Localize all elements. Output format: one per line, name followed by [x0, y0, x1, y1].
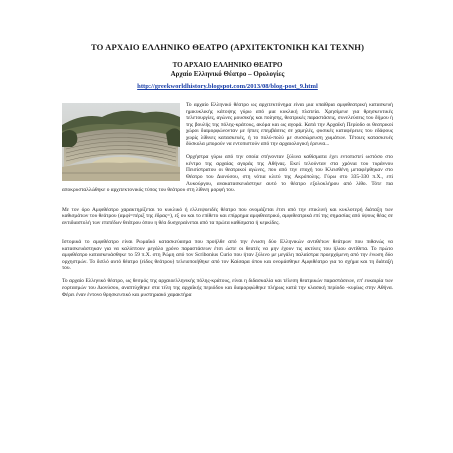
- paragraph: Ιστορικά το αμφιθέατρο είναι Ρωμαϊκό κατασκεύασμα που προήλθε από την ένωση δύο Ελληνικών αντιθέτων θεάτρων που πιθανώς να κατασκευάστηκαν για να καλύπτουν μεγάλο χρόνο παραστάσεων έτσι ώστε οι θεατές να μην έχουν τις ακτίνες του ήλιου αντίθετα. Το πρώτο αμφιθέατρο κατασκευάσθηκε το 59 π.Χ. στη Ρώμη από τον Scribonius Curio που ήταν ξύλινο με μεγάλη παλαίστρα προερχόμενη από την ένωση δύο ορχηστρών. Το διπλό αυτό θέατρο (είδος θεάτρου) τελειοποιήθηκε από τον Καίσαρα όπου και ονομάσθηκε Αμφιθέατρο για το σχήμα και τη διάταξή του.: [62, 239, 393, 272]
- intro-section: [62, 102, 393, 148]
- paragraph: Το αρχαίο Ελληνικό θέατρο ως αρχιτεκτόνημα είναι μια υπαίθρια αμφιθεατρική κατασκευή ημικυκλικής κάτοψης γύρω από μια κυκλική πλατεία. Χρησίμευε για θρησκευτικές τελετουργίες, αγώνες μουσικής και ποίησης, θεατρικές παραστάσεις, συνελεύσεις του δήμου ή της βουλής της πόλης-κράτους, ακόμα και ως αγορά. Κατά την Αρχαϊκή Περίοδο οι θεατρικοί χώροι διαμορφώνονταν με ήπιες επεμβάσεις σε χαμηλές, φυσικές καταφέρειες του εδάφους χωρίς λίθινες κατασκευές, ή το πολύ-πολύ με συσσώρευση χωμάτων. Τέτοιες κατασκευές δύσκολα μπορούν να εντοπιστούν από την αρχαιολογική έρευνα...: [186, 102, 393, 148]
- sub-title: ΤΟ ΑΡΧΑΙΟ ΕΛΛΗΝΙΚΟ ΘΕΑΤΡΟ: [172, 61, 283, 69]
- main-title: ΤΟ ΑΡΧΑΙΟ ΕΛΛΗΝΙΚΟ ΘΕΑΤΡΟ (ΑΡΧΙΤΕΚΤΟΝΙΚΗ ΚΑΙ ΤΕΧΝΗ): [90, 42, 365, 52]
- paragraph: Το αρχαίο Ελληνικό θέατρο, ως θεσμός της αρχαιοελληνικής πόλης-κράτους, είναι η διδασκαλία και τέλεση θεατρικών παραστάσεων, επ' ευκαιρία των εορτασμών του Διονύσου, αναπτύχθηκε στα τέλη της αρχαϊκής περιόδου και διαμορφώθηκε πλήρως κατά την κλασική περίοδο -κυρίως στην Αθήνα. Φέρει έναν έντονο θρησκευτικό και μυστηριακό χαρακτήρα: [62, 278, 393, 298]
- paragraph: Ορχήστρα γύρω από την οποία στήνονταν ξύλινα καθίσματα έχει εντοπιστεί ωστόσο στο κέντρο της αρχαίας αγοράς της Αθήνας. Εκεί τελούνταν στα χρόνια του τυράννου Πεισίστρατου οι θεατρικοί αγώνες, που από την εποχή του Κλεισθένη μεταφέρθηκαν στο Θέατρο του Διονύσου, στη νότια κλιτύ της Ακρόπολης. Γύρω στο 335-330 π.Χ., επί Λυκούργου, ανακατασκευάστηκε αυτό το θέατρο εξολοκλήρου από λίθο. Τότε πια αποκρυσταλλώθηκε ο αρχιτεκτονικός τύπος του θεάτρου στη λίθινη μορφή του.: [62, 154, 393, 194]
- paragraph: Με τον όρο Αμφιθέατρο χαρακτηρίζεται το κυκλικό ή ελλειψοειδές θέατρο που ονομάζεται έτσι από την επικλινή και κυκλοτερή διάταξη των καθισμάτων του θεάτρου (αμφί=πέριξ της έδρας=), εξ ου και το επίθετο και επίρρημα αμφιθεατρικό, αμφιθεατρικά επί της σημασίας από ύψους θέας σε αντιδιαστολή των επιπέδων θεάτρου όπου η θέα δυσχεραίνεται από τα πρώτα καθίσματα ή κερκίδες.: [62, 206, 393, 226]
- ancient-theater-photo-icon: [62, 103, 180, 181]
- source-link[interactable]: http://greekworldhistory.blogspot.com/2013/08/blog-post_9.html: [137, 83, 318, 90]
- sub-subtitle: Αρχαίο Ελληνικό Θέατρο – Ορολογίες: [170, 70, 285, 78]
